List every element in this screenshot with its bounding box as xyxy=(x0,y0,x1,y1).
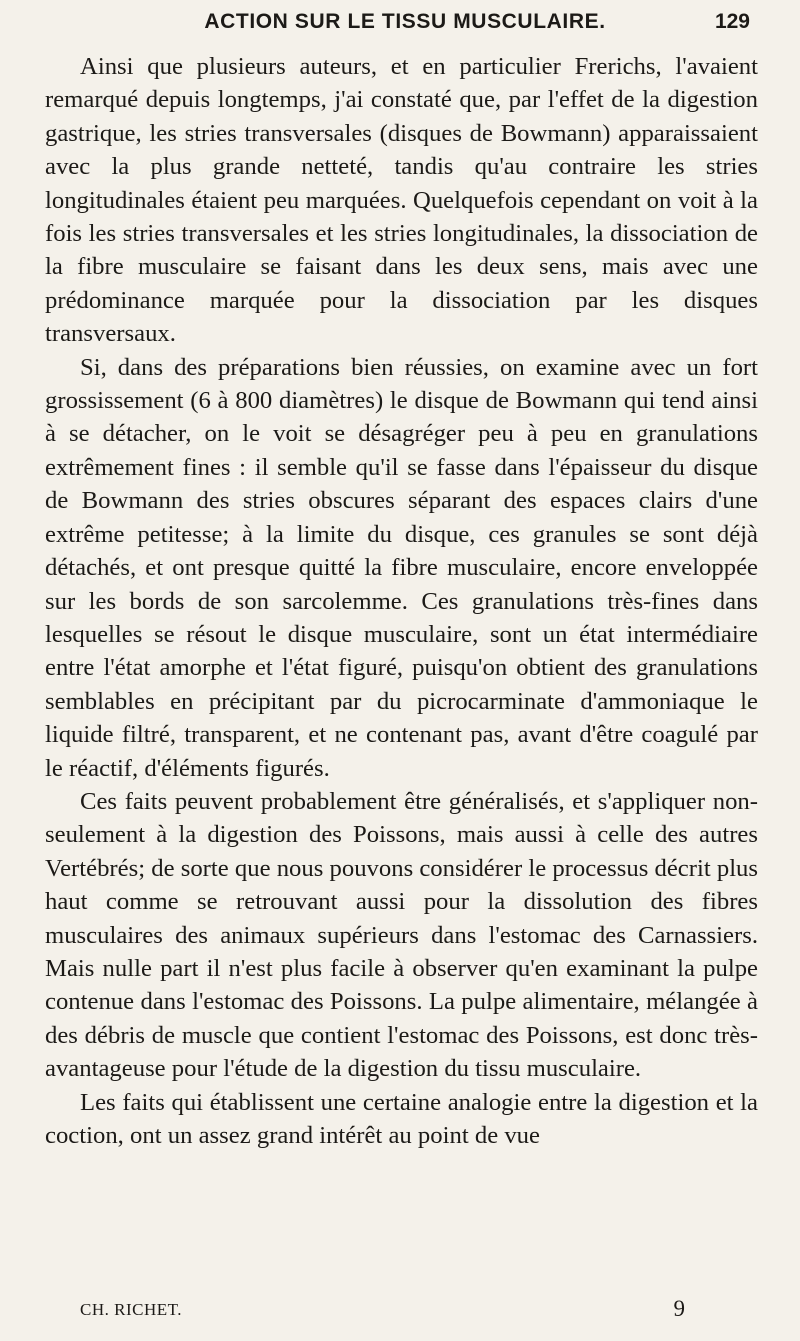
paragraph-3: Ces faits peuvent probablement être généralisés, et s'appliquer non-seulement à la digestion des Poissons, mais aussi à celle des autres Vertébrés; de sorte que nous pouvons considérer le processus décrit plus haut comme se retrouvant aussi pour la dissolution des fibres musculaires des animaux supérieurs dans l'estomac des Carnassiers. Mais nulle part il n'est plus facile à observer qu'en examinant la pulpe contenue dans l'estomac des Poissons. La pulpe alimentaire, mélangée à des débris de muscle que contient l'estomac des Poissons, est donc très-avantageuse pour l'étude de la digestion du tissu musculaire. xyxy=(45,787,759,1083)
paragraph-4: Les faits qui établissent une certaine analogie entre la digestion et la coction, ont un assez grand intérêt au point de vue xyxy=(45,1088,758,1149)
sheet-number: 9 xyxy=(673,1296,685,1321)
signature-mark: CH. RICHET. xyxy=(80,1300,182,1319)
body-text xyxy=(45,50,758,1152)
running-head xyxy=(60,8,750,48)
paragraph-2: Si, dans des préparations bien réussies, on examine avec un fort grossissement (6 à 800 diamètres) le disque de Bowmann qui tend ainsi à se détacher, on le voit se désagréger peu à peu en granulations extrêmement fines : il semble qu'il se fasse dans l'épaisseur du disque de Bowmann des stries obscures séparant des espaces clairs d'une extrême petitesse; à la limite du disque, ces granules se sont déjà détachés, et ont presque quitté la fibre musculaire, encore enveloppée sur les bords de son sarcolemme. Ces granulations très-fines dans lesquelles se résout le disque musculaire, sont un état intermédiaire entre l'état amorphe et l'état figuré, puisqu'on obtient des granulations semblables en précipitant par du picrocarminate d'ammoniaque le liquide filtré, transparent, et ne contenant pas, avant d'être coagulé par le réactif, d'éléments figurés. xyxy=(45,353,758,782)
page-number: 129 xyxy=(714,10,750,33)
paragraph-1: Ainsi que plusieurs auteurs, et en particulier Frerichs, l'avaient remarqué depuis longtemps, j'ai constaté que, par l'effet de la digestion gastrique, les stries transversales (disques de Bowmann) apparaissaient avec la plus grande netteté, tandis qu'au contraire les stries longitudinales étaient peu marquées. Quelquefois cependant on voit à la fois les stries transversales et les stries longitudinales, la dissociation de la fibre musculaire se faisant dans les deux sens, mais avec une prédominance marquée pour la dissociation par les disques transversaux. xyxy=(45,53,758,348)
running-title: ACTION SUR LE TISSU MUSCULAIRE. xyxy=(204,10,606,33)
page-footer xyxy=(80,1296,685,1330)
